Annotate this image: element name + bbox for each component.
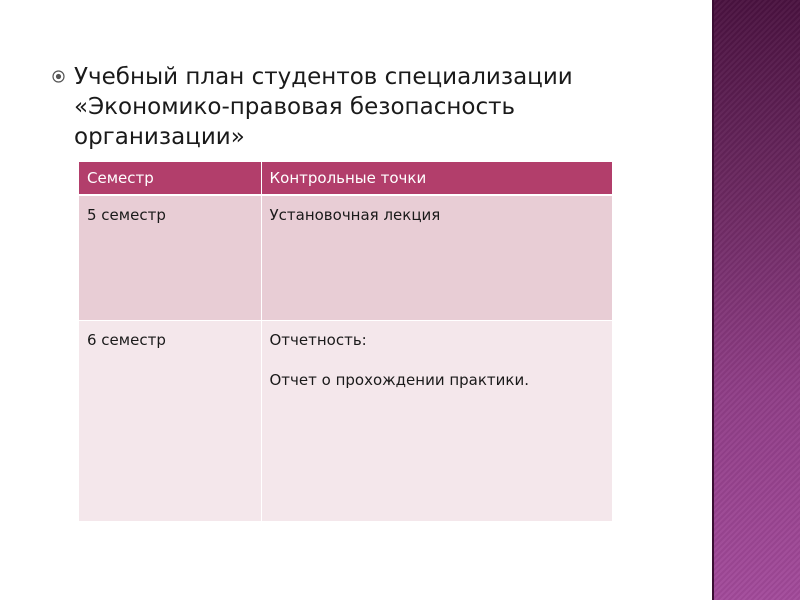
curriculum-table [79, 162, 613, 522]
header-checkpoints: Контрольные точки [261, 162, 612, 195]
slide-bullet [52, 62, 652, 152]
checkpoints-cell [261, 321, 612, 522]
header-semester: Семестр [79, 162, 261, 195]
checkpoints-cell [261, 195, 612, 321]
checkpoint-line: Отчет о прохождении практики. [269, 371, 529, 389]
semester-cell: 6 семестр [79, 321, 261, 522]
table-row [79, 195, 612, 321]
table-row [79, 321, 612, 522]
decorative-side-panel [712, 0, 800, 600]
table-header-row [79, 162, 612, 195]
line-spacer [270, 350, 604, 370]
checkpoint-line: Установочная лекция [269, 206, 441, 224]
semester-cell: 5 семестр [79, 195, 261, 321]
bullet-text: Учебный план студентов специализации «Экономико-правовая безопасность организации» [74, 64, 573, 150]
checkpoint-line: Отчетность: [269, 331, 367, 349]
circle-bullet-icon [52, 70, 65, 83]
